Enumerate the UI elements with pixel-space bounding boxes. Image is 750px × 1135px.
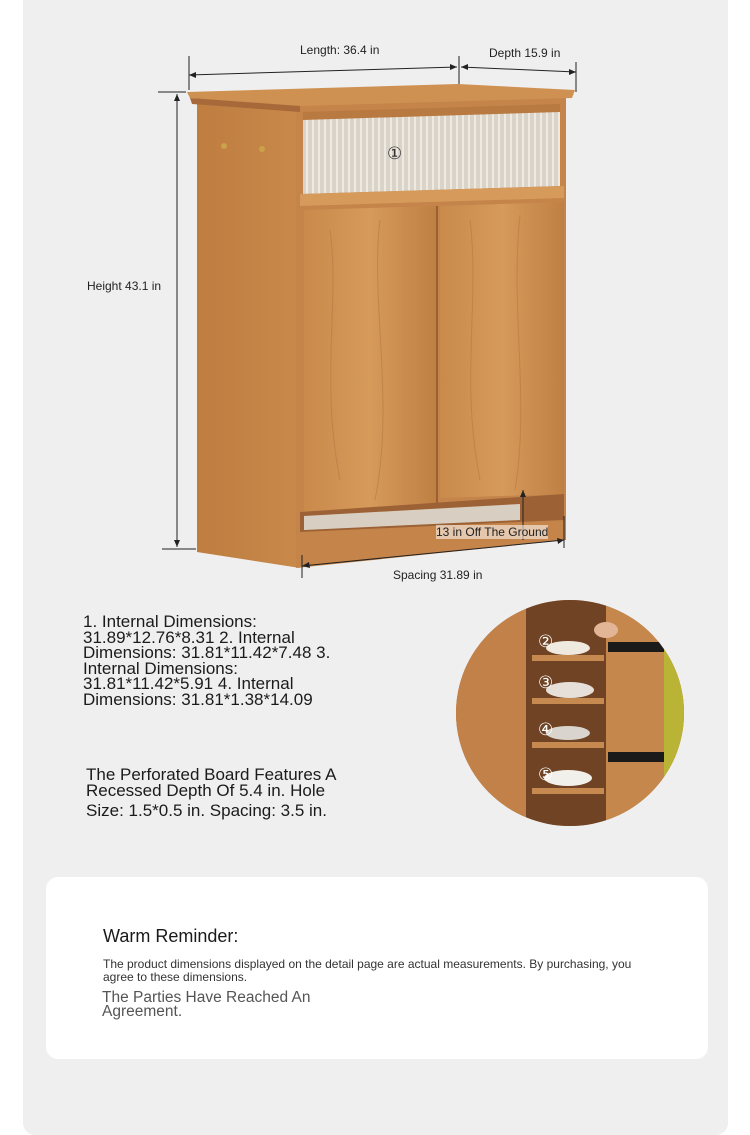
interior-detail-photo [456,600,684,826]
length-label: Length: 36.4 in [300,43,380,57]
reminder-body: The product dimensions displayed on the detail page are actual measurements. By purchasing, you agree to these dimensions. [103,957,632,984]
shelf-marker-4: ④ [538,720,554,739]
reminder-title: Warm Reminder: [103,926,239,946]
cabinet-side-panel [197,96,300,568]
right-door [440,202,564,498]
reminder-agreement: The Parties Have Reached An Agreement. [102,989,311,1020]
left-door [304,206,436,512]
hook-icon [259,146,265,152]
height-label: Height 43.1 in [87,279,162,293]
perforated-board-text [86,767,366,819]
perforated-line-1: The Perforated Board Features A [86,765,337,784]
depth-label: Depth 15.9 in [489,46,561,60]
glass-compartment [303,110,560,194]
perforated-line-3: Size: 1.5*0.5 in. Spacing: 3.5 in. [86,801,327,820]
ground-clearance-label: 13 in Off The Ground [436,525,549,539]
shelf-marker-5: ⑤ [538,765,554,784]
internal-dimensions-text: 1. Internal Dimensions: 31.89*12.76*8.31 2. Internal Dimensions: 31.81*11.42*7.48 3. Internal Dimensions: 31.81*11.42*5.91 4. Internal Dimensions: 31.81*1.38*14.09 [83,612,331,709]
interior-shelves-illustration [456,600,684,826]
compartment-marker-1: ① [387,144,403,163]
perforated-line-2: Recessed Depth Of 5.4 in. Hole [86,781,326,800]
warm-reminder-card [46,877,708,1059]
shelf-marker-3: ③ [538,673,554,692]
hook-icon [221,143,227,149]
spacing-label: Spacing 31.89 in [393,568,483,582]
shelf-marker-2: ② [538,632,554,651]
